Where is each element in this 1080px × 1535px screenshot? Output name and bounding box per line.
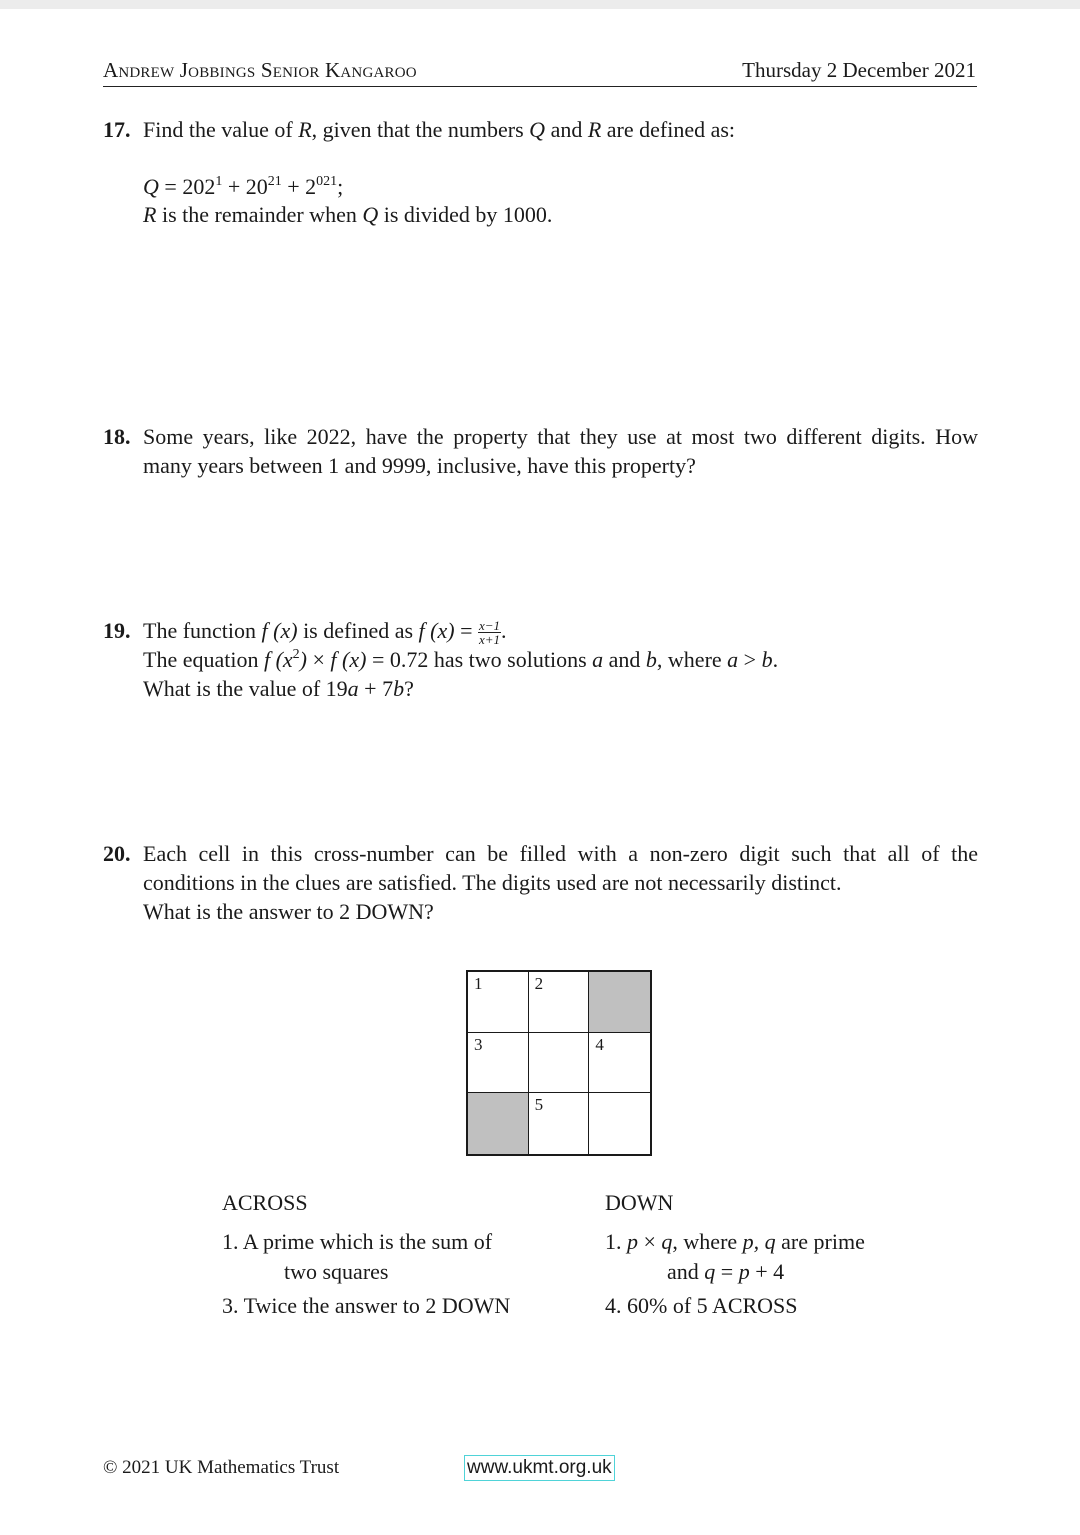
down-heading: DOWN: [605, 1190, 674, 1215]
across-heading: ACROSS: [222, 1190, 308, 1215]
grid-cell-center[interactable]: [529, 1033, 590, 1094]
grid-cell-3[interactable]: 3: [468, 1033, 529, 1094]
grid-cell-2[interactable]: 2: [529, 972, 590, 1033]
grid-cell-bottom-right[interactable]: [589, 1093, 650, 1154]
q20-text: Each cell in this cross-number can be filled with a non-zero digit such that all of the conditions in the clues are satisfied. The digits used are not necessarily distinct. What is the answer to 2 DOWN?: [143, 841, 978, 924]
grid-cell-shaded: [589, 972, 650, 1033]
across-clue-3: 3. Twice the answer to 2 DOWN: [222, 1293, 511, 1318]
q18-text: Some years, like 2022, have the property that they use at most two different digits. How many years between 1 and 9999, inclusive, have this property?: [143, 424, 978, 478]
q17-equation: $Q = 202^1 + 20^{21} + 2^{021}$;: [143, 174, 344, 199]
q20-number: 20.: [103, 841, 131, 866]
header-rule: [103, 86, 977, 87]
grid-cell-5[interactable]: 5: [529, 1093, 590, 1154]
footer-website-link[interactable]: www.ukmt.org.uk: [464, 1455, 615, 1481]
top-bar: [0, 0, 1080, 9]
across-clue-1-cont: two squares: [284, 1259, 389, 1284]
footer-copyright: © 2021 UK Mathematics Trust: [103, 1457, 340, 1478]
q19-line1: The function f (x) is defined as f (x) = $\frac{x-1}{x+1}$ .: [143, 618, 507, 647]
q19-line3: What is the value of 19a + 7b?: [143, 676, 414, 701]
q19-number: 19.: [103, 618, 131, 643]
down-clue-1: 1. p × q, where p, q are prime: [605, 1229, 865, 1254]
q17-intro: Find the value of R, given that the numbers Q and R are defined as:: [143, 117, 736, 142]
q18-number: 18.: [103, 424, 131, 449]
down-clue-4: 4. 60% of 5 ACROSS: [605, 1293, 798, 1318]
grid-cell-4[interactable]: 4: [589, 1033, 650, 1094]
q17-number: 17.: [103, 117, 131, 142]
header-title: Andrew Jobbings Senior Kangaroo: [103, 58, 417, 82]
q17-line2: R is the remainder when Q is divided by 1000.: [143, 202, 553, 227]
q19-line2: The equation f $(x^2) \times f$ (x) = 0.72 has two solutions a and b, where a > b.: [143, 647, 779, 672]
grid-cell-shaded: [468, 1093, 529, 1154]
cross-number-grid: [466, 970, 652, 1156]
q19-fraction: $\frac{x-1}{x+1}$: [478, 618, 501, 647]
across-clue-1: 1. A prime which is the sum of: [222, 1229, 493, 1254]
grid-cell-1[interactable]: 1: [468, 972, 529, 1033]
header-date: Thursday 2 December 2021: [742, 58, 976, 82]
down-clue-1-cont: and q = p + 4: [667, 1259, 785, 1284]
